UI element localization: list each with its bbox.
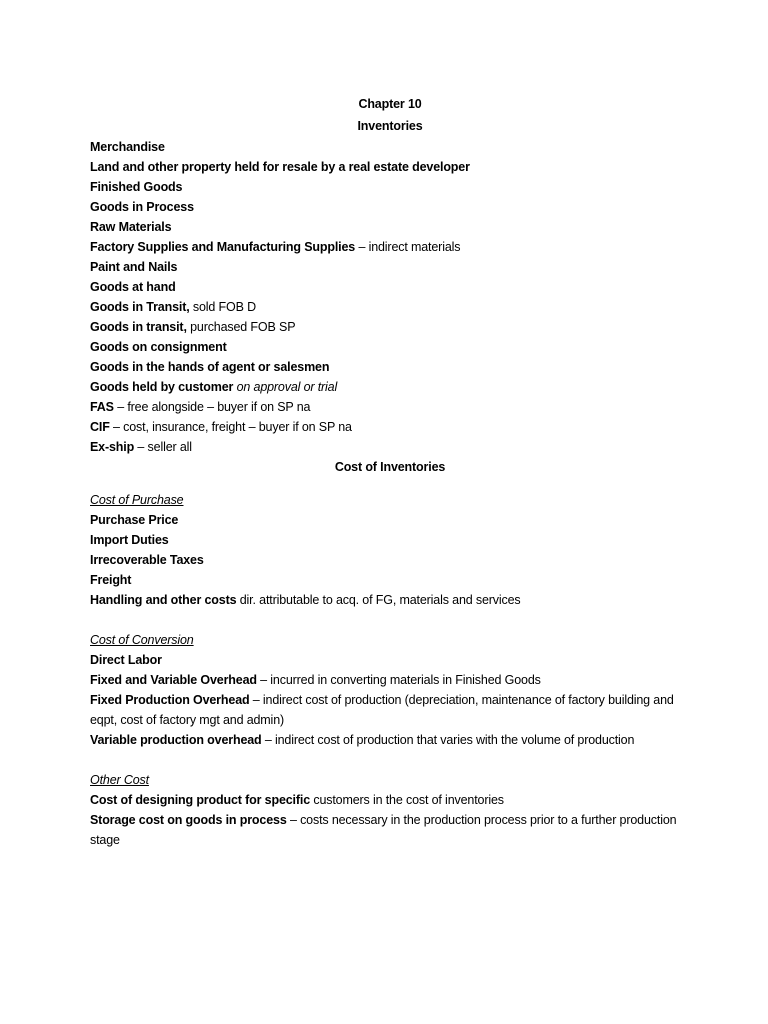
list-item: Purchase Price [90,513,179,527]
definition: sold FOB D [189,300,256,314]
list-item: Merchandise [90,140,165,154]
section-title: Cost of Conversion [90,633,194,647]
term: Goods in Transit, [90,300,190,314]
definition: – indirect cost of production that varies with the volume of production [261,733,635,747]
list-item [90,417,690,437]
term: FAS [90,400,114,414]
list-item [90,377,690,397]
definition: – costs necessary in the production process prior to a further production stage [90,813,677,847]
term: Storage cost on goods in process [90,813,287,827]
term: Cost of designing product for specific [90,793,311,807]
definition: – cost, insurance, freight – buyer if on SP na [109,420,352,434]
definition: dir. attributable to acq. of FG, materials and services [236,593,521,607]
definition: purchased FOB SP [186,320,296,334]
definition: – indirect materials [355,240,461,254]
definition: – seller all [134,440,192,454]
list-item [90,590,690,610]
list-item: Direct Labor [90,653,162,667]
list-item: Goods at hand [90,280,176,294]
term: CIF [90,420,110,434]
list-item [90,237,690,257]
term: Fixed and Variable Overhead [90,673,257,687]
list-item: Goods in the hands of agent or salesmen [90,360,330,374]
list-item [90,670,690,690]
definition-italic: on approval or trial [233,380,338,394]
definition: customers in the cost of inventories [310,793,504,807]
term: Goods held by customer [90,380,234,394]
term: Ex-ship [90,440,135,454]
list-item [90,297,690,317]
term: Fixed Production Overhead [90,693,250,707]
cost-of-inventories-heading: Cost of Inventories [334,460,446,474]
list-item [90,690,690,730]
list-item: Raw Materials [90,220,172,234]
list-item: Paint and Nails [90,260,178,274]
document-title: Inventories [357,119,423,133]
list-item: Goods on consignment [90,340,227,354]
cost-of-purchase-section [90,490,690,610]
list-item: Goods in Process [90,200,194,214]
list-item [90,790,690,810]
list-item: Finished Goods [90,180,183,194]
section-title: Other Cost [90,773,149,787]
list-item: Land and other property held for resale by a real estate developer [90,160,470,174]
list-item [90,730,690,750]
cost-of-conversion-section [90,630,690,750]
definition: – incurred in converting materials in Finished Goods [256,673,541,687]
definition: – free alongside – buyer if on SP na [113,400,311,414]
term: Handling and other costs [90,593,237,607]
chapter-heading: Chapter 10 [358,97,422,111]
list-item [90,437,690,457]
list-item [90,317,690,337]
inventory-items-list [90,137,690,457]
section-title: Cost of Purchase [90,493,184,507]
list-item: Freight [90,573,132,587]
list-item: Import Duties [90,533,169,547]
list-item [90,810,690,850]
document-body [90,93,690,850]
term: Goods in transit, [90,320,187,334]
list-item [90,397,690,417]
list-item: Irrecoverable Taxes [90,553,204,567]
other-cost-section [90,770,690,850]
definition: – indirect cost of production (depreciation, maintenance of factory building and eqpt, cost of factory mgt and admin) [90,693,674,727]
term: Variable production overhead [90,733,262,747]
term: Factory Supplies and Manufacturing Supplies [90,240,356,254]
